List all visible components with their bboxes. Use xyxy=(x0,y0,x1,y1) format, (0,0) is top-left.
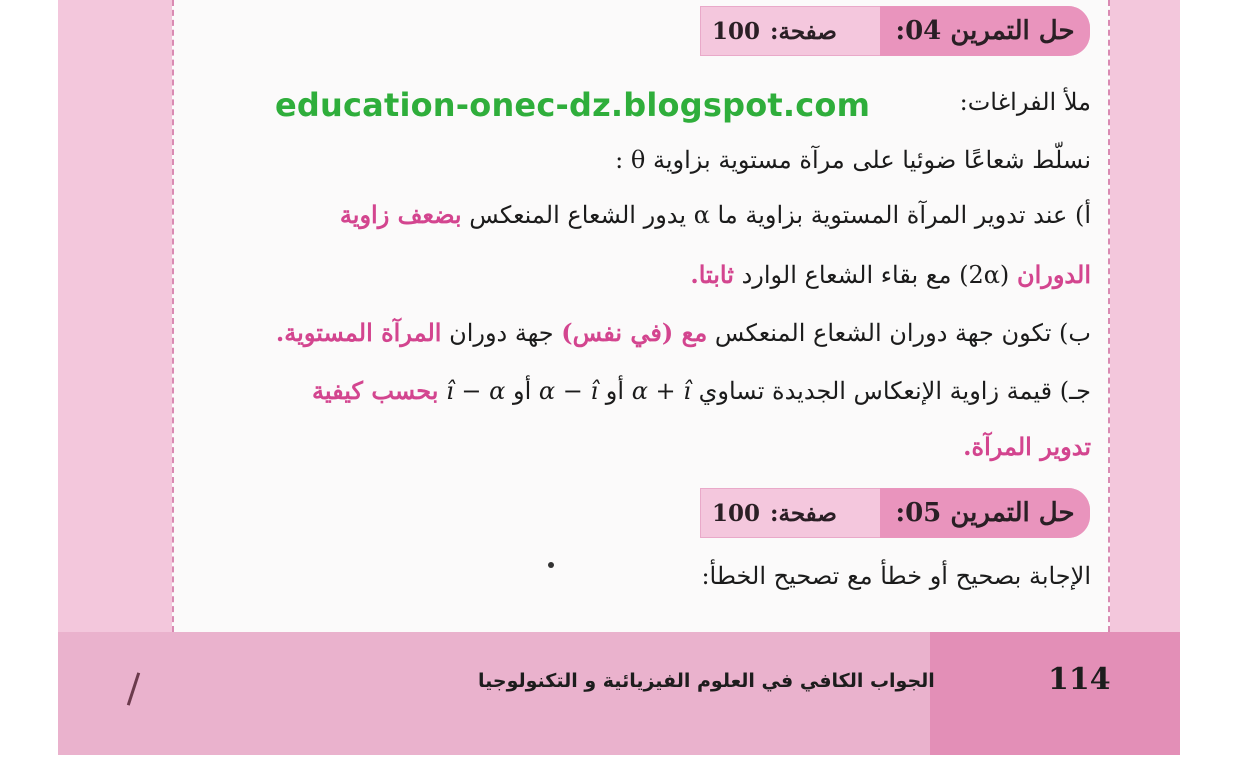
item-c-pink-1: بحسب كيفية xyxy=(312,376,439,405)
page-footer xyxy=(58,632,1180,755)
exercise-05-title: حل التمرين 05: xyxy=(880,488,1090,538)
ink-speck xyxy=(548,562,554,568)
item-b-pink-2: المرآة المستوية. xyxy=(275,318,442,347)
item-c-line-1 xyxy=(312,376,1091,405)
item-a-pink-2: الدوران xyxy=(1016,260,1091,289)
footer-book-title: الجواب الكافي في العلوم الفيزيائية و التكنولوجيا xyxy=(478,670,935,692)
item-c-or-1: أو xyxy=(605,377,625,405)
item-b-pink-1: مع (في نفس) xyxy=(561,318,708,347)
item-c-text-1: جـ) قيمة زاوية الإنعكاس الجديدة تساوي xyxy=(698,377,1091,405)
exercise-04-header xyxy=(700,6,1090,56)
item-a-text-1: أ) عند تدوير المرآة المستوية بزاوية ما α يدور الشعاع المنعكس xyxy=(469,201,1091,229)
page-number: 100 xyxy=(712,499,761,527)
item-c-math-2: α − î xyxy=(538,377,599,405)
footer-page-number: 114 xyxy=(1048,662,1111,697)
item-c-math-1: α + î xyxy=(631,377,691,405)
fill-blanks-label: ملأ الفراغات: xyxy=(959,88,1091,116)
item-b-line xyxy=(276,318,1091,347)
item-a-line-1 xyxy=(340,200,1091,229)
item-a-line-2 xyxy=(690,260,1091,289)
page-label: صفحة: xyxy=(770,17,837,45)
item-c-line-2 xyxy=(963,432,1091,461)
item-a-text-2: (2α) مع بقاء الشعاع الوارد xyxy=(741,261,1010,289)
item-a-pink-1: بضعف زاوية xyxy=(339,200,462,229)
page-label: صفحة: xyxy=(770,499,837,527)
watermark-url: education-onec-dz.blogspot.com xyxy=(275,86,871,124)
page-number: 100 xyxy=(712,17,761,45)
item-b-text-2: جهة دوران xyxy=(449,319,554,347)
item-b-text-1: ب) تكون جهة دوران الشعاع المنعكس xyxy=(714,319,1091,347)
item-c-or-2: أو xyxy=(513,377,532,405)
exercise-04-page-ref xyxy=(712,6,875,56)
item-a-pink-3: ثابتا. xyxy=(690,260,734,289)
exercise-05-header xyxy=(700,488,1090,538)
answer-instruction: الإجابة بصحيح أو خطأ مع تصحيح الخطأ: xyxy=(701,562,1091,590)
intro-line: نسلّط شعاعًا ضوئيا على مرآة مستوية بزاوية θ : xyxy=(615,146,1091,174)
item-c-math-3: î − α xyxy=(446,377,506,405)
item-c-pink-2: تدوير المرآة. xyxy=(963,432,1091,461)
exercise-04-title: حل التمرين 04: xyxy=(880,6,1090,56)
exercise-05-page-ref xyxy=(712,488,875,538)
